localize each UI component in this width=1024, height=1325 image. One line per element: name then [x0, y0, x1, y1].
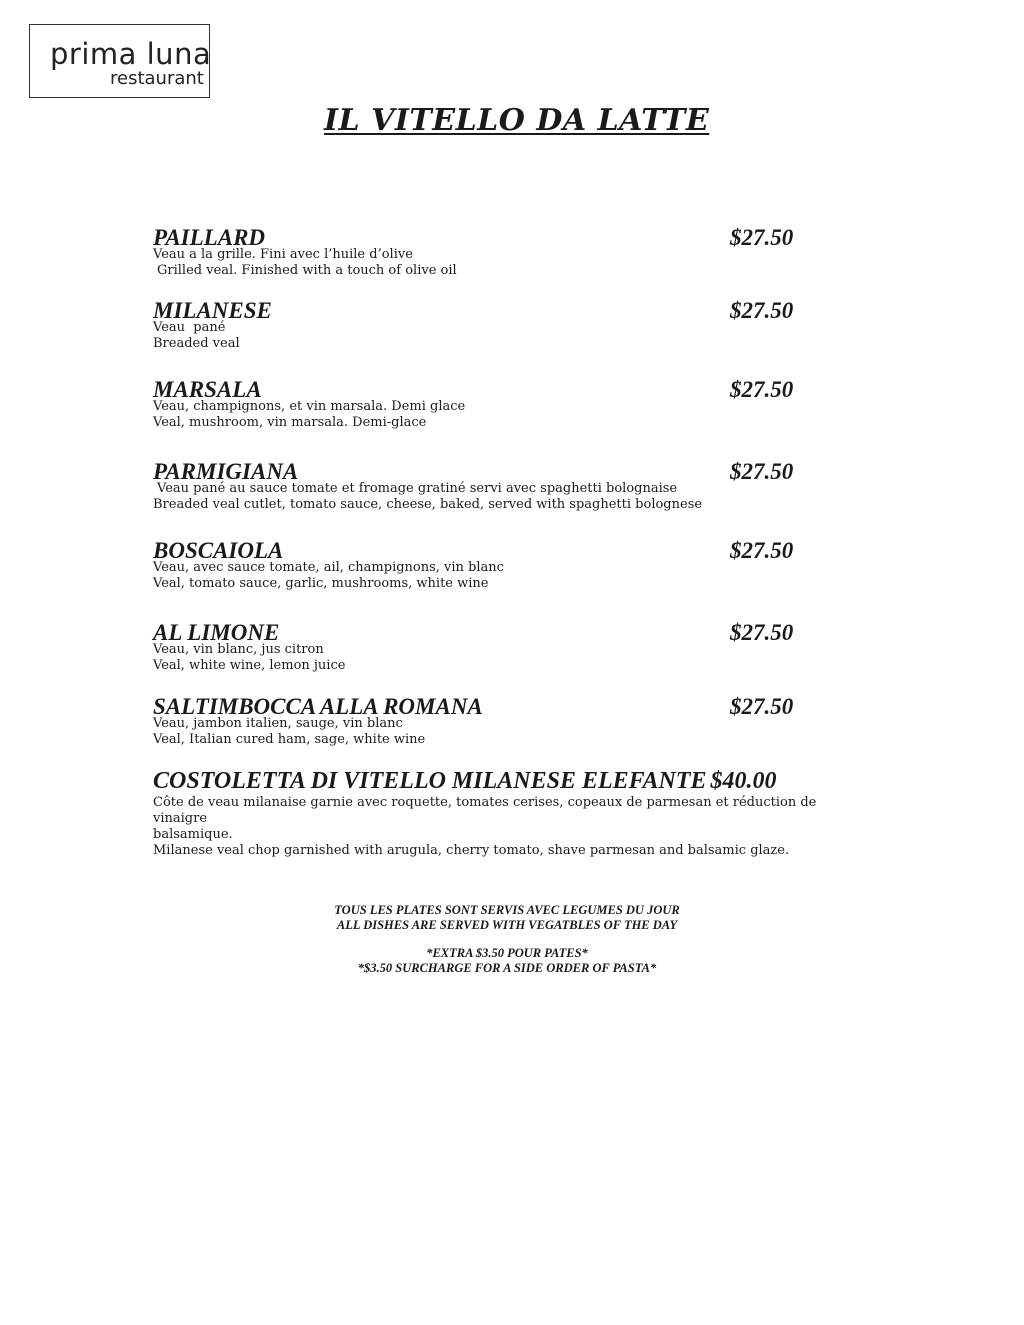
dish-name: BOSCAIOLA — [153, 538, 284, 563]
dish-description-french: Veau pané — [153, 320, 226, 335]
dish-description-french-line1: Côte de veau milanaise garnie avec roquette, tomates cerises, copeaux de parmesan et réduction de vinaigre — [153, 795, 817, 826]
dish-description-english: Veal, mushroom, vin marsala. Demi-glace — [153, 415, 427, 430]
dish-description-english: Veal, white wine, lemon juice — [153, 658, 346, 673]
dish-price: $27.50 — [730, 620, 794, 645]
restaurant-logo — [29, 24, 210, 98]
dish-price: $27.50 — [730, 459, 794, 484]
dish-description-english: Grilled veal. Finished with a touch of olive oil — [157, 263, 457, 278]
logo-subtitle: restaurant — [110, 68, 204, 89]
note-line: ALL DISHES ARE SERVED WITH VEGATBLES OF THE DAY — [336, 917, 678, 932]
note-line: *EXTRA $3.50 POUR PATES* — [426, 946, 588, 960]
dish-name: PAILLARD — [153, 225, 266, 250]
page-title: IL VITELLO DA LATTE — [324, 103, 710, 138]
dish-price: $27.50 — [730, 538, 794, 563]
dish-name: MILANESE — [153, 298, 272, 323]
dish-description-english: Veal, tomato sauce, garlic, mushrooms, white wine — [153, 576, 489, 591]
special-heading — [153, 767, 833, 795]
dish-description-english: Veal, Italian cured ham, sage, white wine — [153, 732, 426, 747]
note-line: TOUS LES PLATES SONT SERVIS AVEC LEGUMES DU JOUR — [334, 903, 680, 917]
note-line: *$3.50 SURCHARGE FOR A SIDE ORDER OF PASTA* — [357, 960, 657, 975]
footer-notes-sides — [0, 903, 1014, 932]
footer-notes-pasta — [0, 946, 1014, 975]
dish-description-english: Breaded veal cutlet, tomato sauce, cheese, baked, served with spaghetti bolognese — [153, 497, 703, 512]
dish-description-english: Breaded veal — [153, 336, 240, 351]
dish-name: PARMIGIANA — [153, 459, 299, 484]
dish-description-french: Veau a la grille. Fini avec l’huile d’olive — [153, 247, 413, 262]
dish-name: COSTOLETTA DI VITELLO MILANESE ELEFANTE — [153, 768, 707, 794]
dish-price: $40.00 — [710, 768, 777, 794]
dish-name: AL LIMONE — [153, 620, 280, 645]
dish-price: $27.50 — [730, 225, 794, 250]
dish-description-french: Veau, jambon italien, sauge, vin blanc — [153, 716, 403, 731]
dish-description-french-line2: balsamique. — [153, 827, 233, 842]
dish-description-french: Veau, avec sauce tomate, ail, champignons, vin blanc — [153, 560, 504, 575]
menu-item-costoletta — [153, 767, 833, 859]
dish-description-english: Milanese veal chop garnished with arugula, cherry tomato, shave parmesan and balsamic glaze. — [153, 843, 790, 858]
dish-name: MARSALA — [153, 377, 262, 402]
dish-description-french: Veau, vin blanc, jus citron — [153, 642, 324, 657]
dish-price: $27.50 — [730, 377, 794, 402]
dish-price: $27.50 — [730, 298, 794, 323]
dish-description-french: Veau pané au sauce tomate et fromage gratiné servi avec spaghetti bolognaise — [157, 481, 678, 496]
logo-name: prima luna — [50, 37, 212, 71]
dish-name: SALTIMBOCCA ALLA ROMANA — [153, 694, 483, 719]
dish-price: $27.50 — [730, 694, 794, 719]
dish-description-french: Veau, champignons, et vin marsala. Demi glace — [153, 399, 466, 414]
